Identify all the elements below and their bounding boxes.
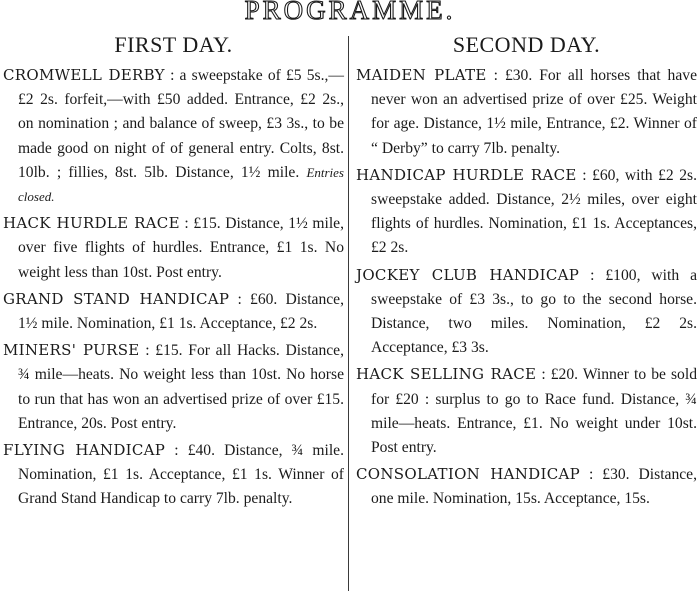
race-details: : £60. Distance, 1½ mile. Nomination, £1 1s. Acceptance, £2 2s. xyxy=(18,290,344,333)
first-day-heading: FIRST DAY. xyxy=(114,32,233,57)
race-entry xyxy=(356,462,697,511)
race-details: : £100, with a sweepstake of £3 3s., to go to the second horse. Distance, two miles. Nomination, £2 2s. Acceptance, £3 3s. xyxy=(371,266,698,357)
race-name: JOCKEY CLUB HANDICAP xyxy=(356,265,580,284)
race-note: Entries closed. xyxy=(18,164,344,205)
race-details: : £40. Distance, ¾ mile. Nomination, £1 1s. Acceptance, £1 1s. Winner of Grand Stand Handicap to carry 7lb. penalty. xyxy=(18,442,344,508)
race-entry xyxy=(356,362,697,460)
race-name: HACK SELLING RACE xyxy=(356,365,537,384)
second-day-heading: SECOND DAY. xyxy=(452,32,601,57)
race-name: HANDICAP HURDLE RACE xyxy=(356,165,577,184)
race-entry xyxy=(356,263,697,361)
second-day-column xyxy=(356,27,697,514)
race-details: : £20. Winner to be sold for £20 : surplus to go to Race fund. Distance, ¾ mile—heats. Entrance, £1. No weight under 10st. Post entry. xyxy=(371,366,697,457)
race-entry xyxy=(3,63,344,209)
race-entry xyxy=(3,438,344,512)
race-details: : £60, with £2 2s. sweepstake added. Distance, 2½ miles, over eight flights of hurdles. Nomination, £1 1s. Acceptances, £2 2s. xyxy=(371,166,698,257)
race-entry xyxy=(356,163,697,261)
race-details: : £30. Distance, one mile. Nomination, 15s. Acceptance, 15s. xyxy=(371,466,697,508)
race-entry xyxy=(3,211,344,285)
first-day-column xyxy=(3,27,344,514)
race-name: MAIDEN PLATE xyxy=(356,66,487,84)
programme-title: PROGRAMME. xyxy=(244,0,456,25)
race-name: HACK HURDLE RACE xyxy=(3,214,180,233)
race-details: : a sweepstake of £5 5s.,—£2 2s. forfeit,—with £50 added. Entrance, £2 2s., on nomination ; and balance of sweep, £3 3s., to be made good on night of of general entry. Colts, 8st. 10lb. ; fillies, 8st. 5lb. Distance, 1½ mile. xyxy=(18,67,344,181)
race-entry xyxy=(3,338,344,436)
race-details: : £30. For all horses that have never won an advertised prize of over £25. Weight for age. Distance, 1½ mile, Entrance, £2. Winner of “ Derby” to carry 7lb. penalty. xyxy=(371,67,697,157)
column-divider xyxy=(348,36,349,591)
race-entry xyxy=(3,287,344,336)
race-entry xyxy=(356,63,697,161)
race-name: FLYING HANDICAP xyxy=(3,441,166,460)
race-name: CONSOLATION HANDICAP xyxy=(356,465,581,484)
race-details: : £15. Distance, 1½ mile, over five flights of hurdles. Entrance, £1 1s. No weight less than 10st. Post entry. xyxy=(18,215,344,281)
race-name: GRAND STAND HANDICAP xyxy=(3,289,230,308)
race-name: CROMWELL DERBY xyxy=(3,66,165,84)
race-name: MINERS' PURSE xyxy=(3,341,140,360)
race-details: : £15. For all Hacks. Distance, ¾ mile—heats. No weight less than 10st. No horse to run that has won an advertised prize of over £15. Entrance, 20s. Post entry. xyxy=(18,342,344,432)
